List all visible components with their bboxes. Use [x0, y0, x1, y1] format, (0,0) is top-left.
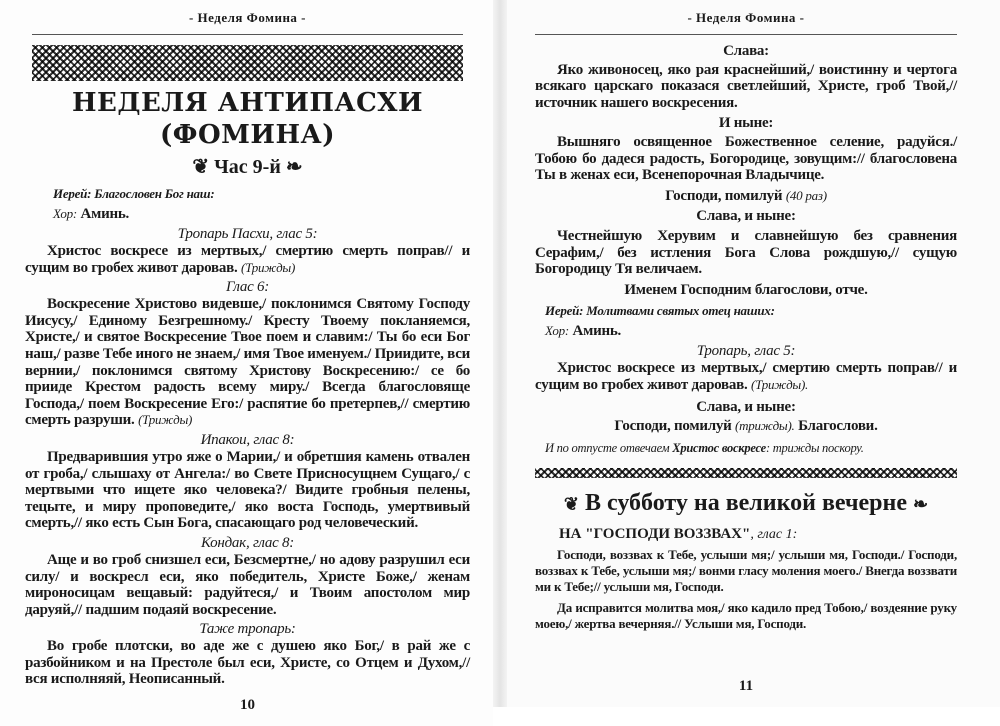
rubric-note: И по отпусте отвечаем Христос воскресе: трижды поскору. — [545, 440, 864, 455]
hymn-text: Аще и во гроб снизшел еси, Безсмертне,/ но адову разрушил еси силу/ и воскресл еси, яко победитель, Христе Боже,/ женам мироносицам вещавый: радуйтеся,/ и Твоим апостолом мир даруяй,// падшим подаяй воскресение. — [25, 551, 470, 618]
header-rule — [32, 34, 463, 35]
subtitle-text: Час 9-й — [214, 156, 281, 178]
section-caption: Тропарь, глас 5: — [696, 343, 796, 360]
imenem-line: Именем Господним благослови, отче. — [624, 281, 868, 298]
section-caption: Таже тропарь: — [199, 621, 296, 638]
priest-line: Молитвами святых отец наших: — [586, 303, 775, 319]
heading-slava-i-nyne: Слава, и ныне: — [696, 398, 796, 415]
vozzvah-heading: НА "ГОСПОДИ ВОЗЗВАХ", глас 1: — [559, 525, 798, 542]
section-caption: Ипакои, глас 8: — [200, 431, 295, 448]
book-gutter — [493, 0, 507, 707]
page-title: НЕДЕЛЯ АНТИПАСХИ (ФОМИНА) — [71, 88, 424, 150]
priest-line: Благословен Бог наш: — [94, 186, 215, 201]
speaker-label: Иерей: — [545, 303, 584, 319]
ornament-right-icon: ❧ — [912, 493, 929, 514]
section-caption: Кондак, глас 8: — [201, 534, 294, 551]
section-caption: Глас 6: — [225, 279, 270, 296]
gospodi-pomiluy-trizhdy: Господи, помилуй (трижды). Благослови. — [614, 418, 878, 435]
speaker-label: Хор: — [545, 323, 570, 339]
heading-slava-i-nyne: Слава, и ныне: — [696, 208, 796, 225]
heading-slava: Слава: — [723, 43, 769, 59]
ornament-band — [32, 45, 463, 81]
hymn-text: Яко живоносец, яко рая краснейший,/ воистинну и чертога всякаго царскаго показася светлейший, Христе, гроб Твой,// источник нашего воскресения. — [535, 61, 957, 111]
header-rule — [535, 34, 957, 35]
gospodi-pomiluy: Господи, помилуй (40 раз) — [665, 187, 827, 204]
hymn-text: Во гробе плотски, во аде же с душею яко Бог,/ в рай же с разбойником и на Престоле был еси, Христе, со Отцем и Духом,// вся исполняяй, Неописанный. — [25, 638, 470, 688]
section-title-text: В субботу на великой вечерне — [585, 489, 907, 516]
ornament-left-icon: ❦ — [563, 493, 579, 514]
page-number: 11 — [738, 678, 754, 694]
speaker-label: Хор: — [53, 206, 78, 221]
hymn-text: Честнейшую Херувим и славнейшую без сравнения Серафим,/ без истления Бога Слова рождшую,// сущую Богородицу Тя величаем. — [535, 227, 957, 278]
hymn-text: Воскресение Христово видевше,/ поклонимся Святому Господу Иисусу,/ Единому Безгрешному./ Кресту Твоему покланяемся, Христе,/ и святое Воскресение Твое поем и славим:/ Ты бо еси Бог наш,/ разве Тебе иного не знаем,/ имя Твое именуем./ Приидите, вси вернии,/ поклонимся святому Христову Воскресению:/ се бо прииде Крестом радость всему миру./ Всегда благословяще Господа,/ поем Воскресение Его:/ распятие бо претерпев,// смертию смерть разруши. (Трижды) — [25, 296, 470, 429]
text-block — [535, 547, 957, 632]
running-header: - Неделя Фомина - — [687, 10, 805, 25]
text-block — [25, 185, 470, 688]
right-page — [507, 0, 1000, 707]
subtitle — [25, 155, 470, 179]
hymn-text: Да исправится молитва моя,/ яко кадило пред Тобою,/ воздеяние руку моею,/ жертва вечерняя.// Услыши мя, Господи. — [535, 599, 957, 631]
hymn-text: Вышняго освященное Божественное селение, радуйся./ Тобою бо дадеся радость, Богородице, зовущим:// благословена Ты в женах еси, Всенепорочная Владычице. — [535, 133, 957, 184]
ornament-left-icon: ❦ — [192, 156, 210, 178]
hymn-text: Предварившия утро яже о Марии,/ и обретшия камень отвален от гроба,/ слышаху от Ангела:/ во Свете Присносущнем Сущаго,/ с мертвыми что ищете яко человека?/ Видите гробныя пелены, тецыте, и миру проповедите,/ яко воста Господь, умертвивый смерть,// яко есть Сын Бога, спасающаго род человеческий. — [25, 448, 470, 532]
speaker-label: Иерей: — [53, 186, 92, 201]
ornament-right-icon: ❧ — [285, 156, 303, 178]
heading-i-nyne: И ныне: — [718, 115, 774, 132]
section-title — [535, 488, 957, 519]
text-block — [535, 43, 957, 456]
choir-line: Аминь. — [80, 206, 130, 222]
choir-line: Аминь. — [572, 323, 622, 340]
hymn-text: Христос воскресе из мертвых,/ смертию смерть поправ// и сущим во гробех живот даровав. (Трижды) — [25, 243, 470, 276]
ornament-band — [535, 468, 957, 478]
hymn-text: Христос воскресе из мертвых,/ смертию смерть поправ// и сущим во гробех живот даровав. (Трижды). — [535, 360, 957, 393]
running-header: - Неделя Фомина - — [188, 10, 307, 25]
page-number: 10 — [240, 697, 255, 714]
section-caption: Тропарь Пасхи, глас 5: — [177, 226, 318, 242]
left-page — [0, 0, 493, 726]
hymn-text: Господи, воззвах к Тебе, услыши мя;/ услыши мя, Господи./ Господи, воззвах к Тебе, услыши мя;/ вонми гласу моления моего./ Внегда воззвати ми к Тебе;// услыши мя, Господи. — [535, 546, 957, 594]
